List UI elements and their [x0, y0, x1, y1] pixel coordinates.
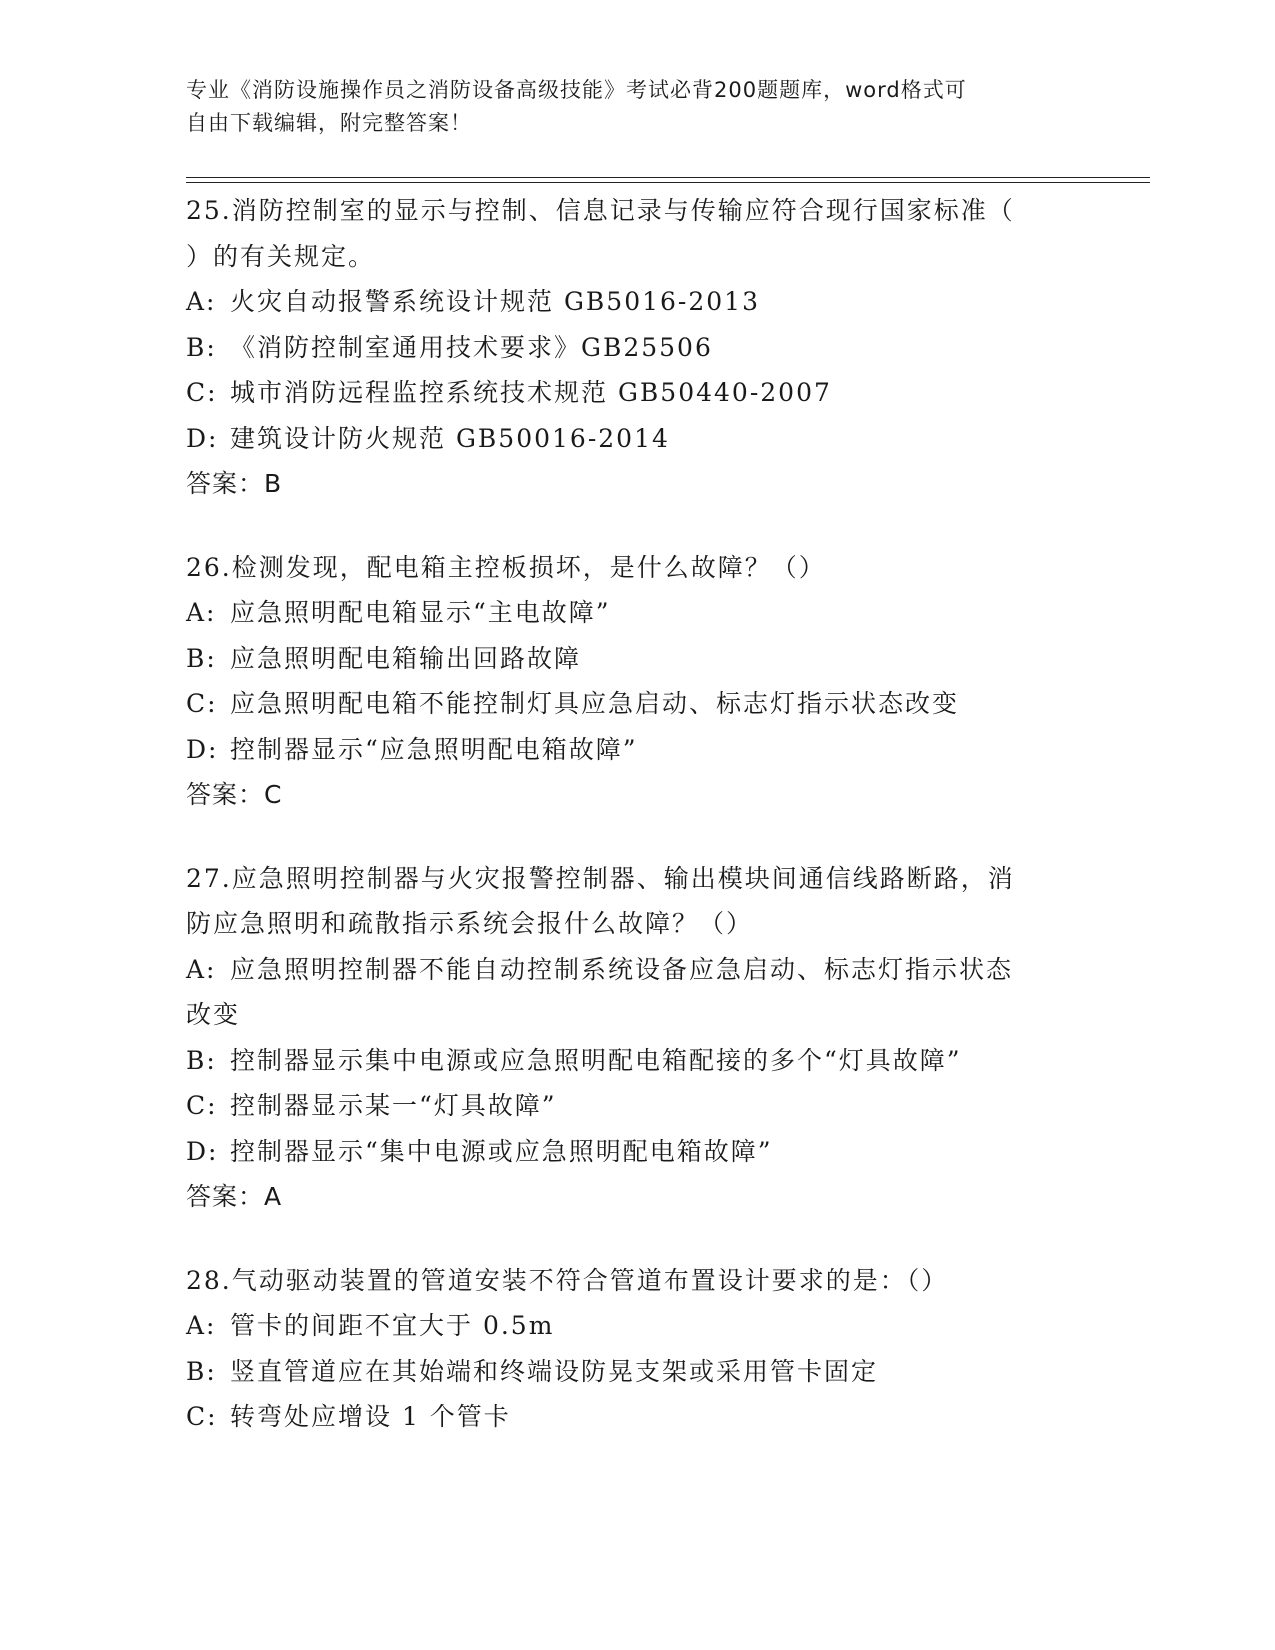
- question-stem: 防应急照明和疏散指示系统会报什么故障？（）: [186, 909, 754, 938]
- answer-option: [186, 590, 1086, 636]
- answer-option: [186, 416, 1086, 462]
- option-text-continued: 改变: [186, 1000, 241, 1029]
- answer-option: [186, 727, 1086, 773]
- question-stem: 26.检测发现，配电箱主控板损坏，是什么故障？（）: [186, 552, 826, 582]
- option-text: 控制器显示“集中电源或应急照明配电箱故障”: [230, 1136, 773, 1166]
- answer-option: [186, 1303, 1086, 1349]
- header-line-1: 专业《消防设施操作员之消防设备高级技能》考试必背200题题库，word格式可: [186, 78, 967, 102]
- option-text: 应急照明配电箱不能控制灯具应急启动、标志灯指示状态改变: [230, 689, 960, 718]
- answer-option: [186, 1394, 1086, 1440]
- answer-option: [186, 1038, 1086, 1084]
- option-label: B:: [186, 1356, 217, 1386]
- option-label: D:: [186, 1136, 219, 1166]
- option-label: D:: [186, 734, 219, 764]
- option-label: B:: [186, 332, 217, 362]
- option-text: 建筑设计防火规范 GB50016-2014: [230, 423, 670, 453]
- answer-option: [186, 636, 1086, 682]
- option-label: B:: [186, 1045, 217, 1075]
- answer-key: 答案：C: [186, 780, 283, 809]
- answer-key: 答案：B: [186, 469, 283, 498]
- answer-option: [186, 325, 1086, 371]
- answer-option: [186, 279, 1086, 325]
- answer-option: [186, 1083, 1086, 1129]
- option-label: A:: [186, 598, 217, 627]
- question-block: [186, 545, 1086, 818]
- question-stem: 27.应急照明控制器与火灾报警控制器、输出模块间通信线路断路，消: [186, 863, 1015, 893]
- header-divider-top: [186, 177, 1150, 178]
- option-text: 控制器显示某一“灯具故障”: [230, 1091, 557, 1120]
- question-stem: 25.消防控制室的显示与控制、信息记录与传输应符合现行国家标准（: [186, 196, 1015, 225]
- option-label: C:: [186, 689, 218, 718]
- option-text: 竖直管道应在其始端和终端设防晃支架或采用管卡固定: [230, 1356, 879, 1386]
- document-header: [186, 74, 1066, 140]
- option-label: C:: [186, 1402, 218, 1431]
- answer-key: 答案：A: [186, 1182, 283, 1211]
- option-label: C:: [186, 1091, 218, 1120]
- option-text: 城市消防远程监控系统技术规范 GB50440-2007: [230, 378, 832, 407]
- option-text: 应急照明控制器不能自动控制系统设备应急启动、标志灯指示状态: [230, 954, 1014, 984]
- option-text: 转弯处应增设 1 个管卡: [230, 1402, 511, 1431]
- option-text: 《消防控制室通用技术要求》GB25506: [230, 332, 713, 362]
- question-block: [186, 188, 1086, 507]
- option-text: 应急照明配电箱输出回路故障: [230, 643, 582, 673]
- question-stem: 28.气动驱动装置的管道安装不符合管道布置设计要求的是：（）: [186, 1265, 949, 1295]
- answer-option: [186, 1129, 1086, 1175]
- answer-option: [186, 1349, 1086, 1395]
- question-list: [186, 188, 1086, 1478]
- option-label: A:: [186, 1311, 217, 1340]
- question-block: [186, 1258, 1086, 1440]
- option-text: 控制器显示“应急照明配电箱故障”: [230, 734, 638, 764]
- option-label: B:: [186, 643, 217, 673]
- header-divider-bottom: [186, 182, 1150, 183]
- answer-option: [186, 370, 1086, 416]
- option-text: 火灾自动报警系统设计规范 GB5016-2013: [230, 287, 760, 316]
- option-label: C:: [186, 378, 218, 407]
- question-block: [186, 856, 1086, 1220]
- option-text: 管卡的间距不宜大于 0.5m: [230, 1311, 555, 1340]
- question-stem: ）的有关规定。: [186, 241, 376, 271]
- option-label: D:: [186, 423, 219, 453]
- answer-option: [186, 947, 1086, 993]
- option-label: A:: [186, 287, 217, 316]
- option-text: 控制器显示集中电源或应急照明配电箱配接的多个“灯具故障”: [230, 1045, 962, 1075]
- option-text: 应急照明配电箱显示“主电故障”: [230, 598, 611, 627]
- option-label: A:: [186, 954, 217, 984]
- answer-option: [186, 681, 1086, 727]
- header-line-2: 自由下载编辑，附完整答案！: [186, 111, 472, 135]
